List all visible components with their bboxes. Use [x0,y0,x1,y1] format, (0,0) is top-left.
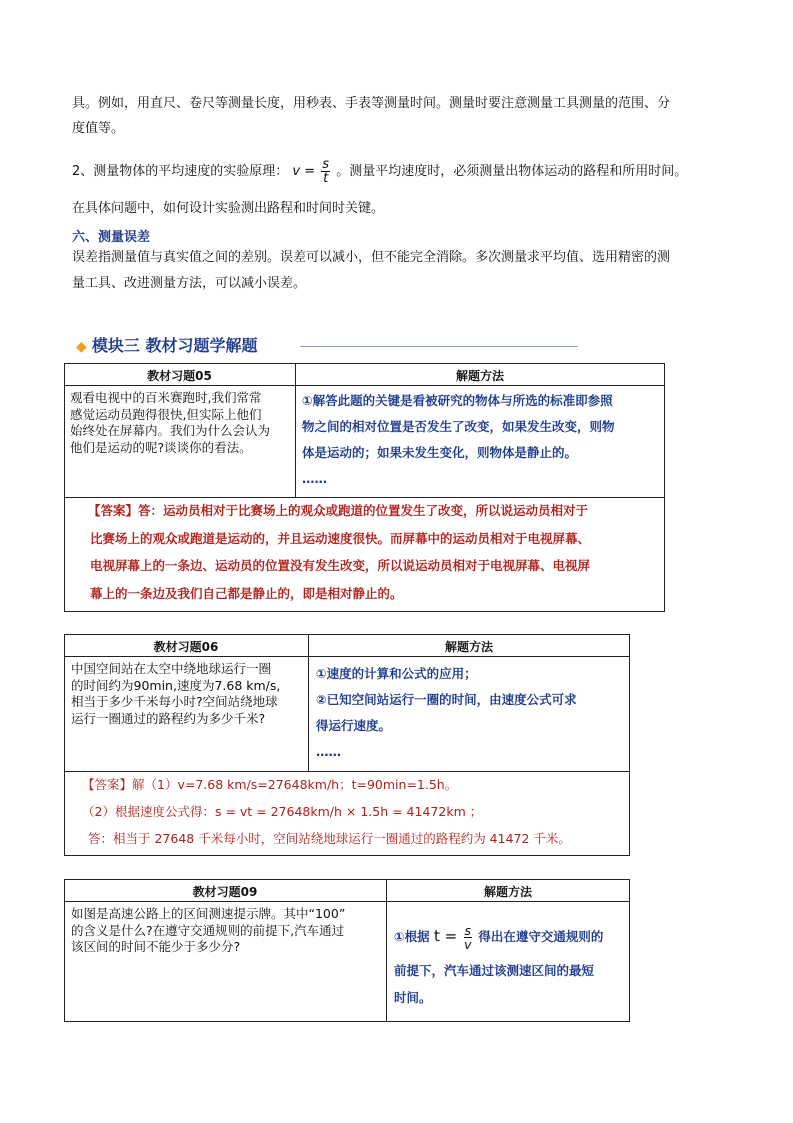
intro-line-4: 在具体问题中，如何设计实验测出路程和时间时关键。 [72,201,385,216]
formula-denominator: t [323,171,329,186]
formula-numerator: s [322,157,330,172]
module-title: 模块三 教材习题学解题 [91,336,258,355]
answer-label: 【答案】 [88,503,139,518]
exercise-06-method: ①速度的计算和公式的应用； ②已知空间站运行一圈的时间，由速度公式可求 得运行速度。 …… [316,666,577,759]
exercise-09-header: 教材习题09 [192,885,258,899]
answer-label: 【答案】 [82,777,133,792]
principle-text: 2、测量物体的平均速度的实验原理： [72,164,289,179]
module-divider [300,346,578,347]
section6-line-2: 量工具、改进测量方法，可以减小误差。 [72,276,307,291]
diamond-icon: ◆ [76,339,87,355]
exercise-05-method-header: 解题方法 [455,369,504,383]
exercise-05-answer: 【答案】答：运动员相对于比赛场上的观众或跑道的位置发生了改变，所以说运动员相对于 比赛场上的观众或跑道是运动的，并且运动速度很快。而屏幕中的运动员相对于电视屏幕、 电视屏幕上的一条边、运动员的位置没有发生改变，所以说运动员相对于电视屏幕、电视屏 幕上的一条边及我们自己都是静止的，即是相对静止的。 [88,503,591,601]
exercise-06-question: 中国空间站在太空中绕地球运行一圈 的时间约为90min,速度为7.68 km/s, 相当于多少千米每小时?空间站绕地球 运行一圈通过的路程约为多少千米? [71,661,281,726]
exercise-06-method-header: 解题方法 [444,640,493,654]
section6-line-1: 误差指测量值与真实值之间的差别。误差可以减小，但不能完全消除。多次测量求平均值、选用精密的测 [72,250,671,265]
method-formula-lhs: t = [433,927,458,945]
method-formula-fraction: $\frac{s}{v}$ [464,923,472,952]
formula-fraction [321,158,330,185]
exercise-05-method: ①解答此题的关键是看被研究的物体与所选的标准即参照 物之间的相对位置是否发生了改变，如果发生改变，则物 体是运动的；如果未发生变化，则物体是静止的。 …… [302,393,615,486]
formula-lhs: v = [292,164,316,179]
exercise-09-method-header: 解题方法 [483,885,532,899]
intro-line-3 [72,158,687,185]
exercise-06-header: 教材习题06 [153,640,219,654]
exercise-05-header: 教材习题05 [147,369,212,383]
exercise-09-method: ①根据 t = $\frac{s}{v}$ 得出在遵守交通规则的 前提下，汽车通过该测速区间的最短 时间。 [394,923,604,1005]
module-heading [76,335,257,358]
intro-line-1: 具。例如，用直尺、卷尺等测量长度，用秒表、手表等测量时间。测量时要注意测量工具测量的范围、分 [72,96,671,111]
intro-line-2: 度值等。 [72,121,125,136]
principle-text-post: 。测量平均速度时，必须测量出物体运动的路程和所用时间。 [336,164,688,179]
section6-heading: 六、测量误差 [72,230,151,245]
exercise-05-question: 观看电视中的百米赛跑时,我们常常 感觉运动员跑得很快,但实际上他们 始终处在屏幕内。我们为什么会认为 他们是运动的呢?谈谈你的看法。 [70,390,271,455]
exercise-09-question: 如图是高速公路上的区间测速提示牌。其中“100” 的含义是什么?在遵守交通规则的前提下,汽车通过 该区间的时间不能少于多少分? [71,906,346,954]
exercise-06-answer: 【答案】解（1）v=7.68 km/s=27648km/h；t=90min=1.5h。 （2）根据速度公式得：s = vt = 27648km/h × 1.5h = 41472km ； 答：相当于 27648 千米每小时，空间站绕地球运行一圈通过的路程约为 41472 千米。 [82,777,571,846]
